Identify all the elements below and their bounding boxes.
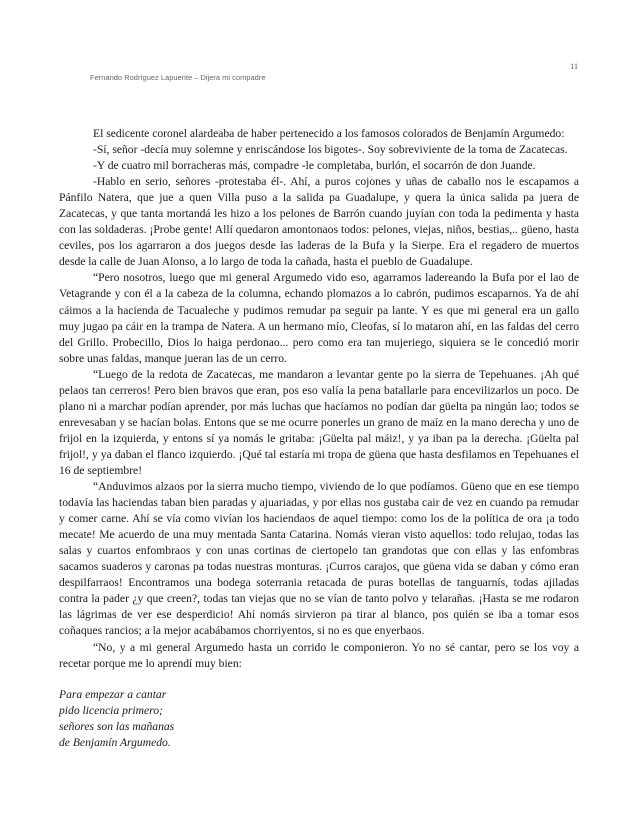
- paragraph: -Y de cuatro mil borracheras más, compadre -le completaba, burlón, el socarrón de don Juande.: [93, 159, 536, 173]
- verse-line: de Benjamín Argumedo.: [59, 736, 171, 750]
- paragraph: -Hablo en serio, señores -protestaba él-. Ahí, a puros cojones y uñas de caballo nos le escapamos a Pánfilo Natera, que jue a quen Villa puso a la salida pa Guadalupe, y quera la única salida pa juera de Zacatecas, y que tanta mortandá les hizo a los pelones de Barrón cuando juyían con toda la pedimenta y hasta con las soldaderas. ¡Probe gente! Allí quedaron amontonaos todos: pelones, viejas, niños, bestias,.. güeno, hasta ceviles, pos los agarraron a dos juegos desde las laderas de la Bufa y la Sierpe. Era el regadero de muertos desde la calle de Juan Alonso, a lo largo de toda la cañada, hasta el pueblo de Guadalupe.: [59, 175, 579, 269]
- paragraph: “Anduvimos alzaos por la sierra mucho tiempo, viviendo de lo que podíamos. Güeno que en ese tiempo todavía las haciendas taban bien paradas y ajuariadas, y por ellas nos gustaba cair de vez en cuando pa remudar y comer carne. Ahí se vía como vivían los haciendaos de aquel tiempo: como los de la política de ora ¡a todo mecate! Me acuerdo de una muy mentada Santa Catarina. Nomás vieran visto aquellos: todo relujao, todas las salas y cuartos enfombraos y con unas cortinas de ciertopelo tan grandotas que con ellas y las enfombras sacamos suaderos y caronas pa todas nuestras monturas. ¡Curros carajos, que güena vida se daban y cómo eran despilfarraos! Encontramos una bodega soterrania retacada de puras botellas de tanguarnís, todas ajiladas contra la pader ¿y que creen?, todas tan viejas que no se vían de tanto polvo y telarañas. ¡Hasta se me rodaron las lágrimas de ver ese desperdicio! Ahí nomás sirvieron pa tirar al blanco, pos quién se iba a tomar esos coñaques rancios; a la mejor acabábamos chorriyentos, si no es que enyerbaos.: [59, 480, 579, 638]
- paragraph: “Luego de la redota de Zacatecas, me mandaron a levantar gente po la sierra de Tepehuanes. ¡Ah qué pelaos tan cerreros! Pero bien bravos que eran, pos eso valía la pena batallarle para encevilizarlos un poco. De plano ni a marchar podían aprender, por más luchas que hacíamos no podían dar güelta pa ningún lao; todos se enrevesaban y se hacían bolas. Entons que se me ocurre ponerles un grano de maíz en la mano derecha y uno de frijol en la izquierda, y entons sí ya nomás le gritaba: ¡Güelta pal máiz!, y ya iban pa la derecha. ¡Güelta pal frijol!, y ya daban el flanco izquierdo. ¡Qué tal estaría mi tropa de güena que hasta desfilamos en Tepehuanes el 16 de septiembre!: [59, 367, 579, 477]
- paragraph: El sedicente coronel alardeaba de haber pertenecido a los famosos colorados de Benjamín Argumedo:: [93, 127, 565, 140]
- page-number: 11: [570, 62, 578, 71]
- verse-line: pido licencia primero;: [59, 704, 163, 718]
- verse-line: Para empezar a cantar: [59, 688, 167, 701]
- paragraph: “Pero nosotros, luego que mi general Argumedo vido eso, agarramos ladereando la Bufa por el lao de Vetagrande y con él a la cabeza de la columna, echando plomazos a lo cabrón, pudimos escaparnos. Ya de ahí cáimos a la hacienda de Tacualeche y pudimos remudar pa seguir pa lante. Y es que mi general era un gallo muy jugao pa cáir en la trampa de Natera. A un hermano mío, Cleofas, sí lo mataron ahí, en las faldas del cerro del Grillo. Probecillo, Dios lo haiga perdonao... pero como era tan mujeriego, siquiera se le concedió morir sobre unas faldas, manque jueran las de un cerro.: [59, 271, 579, 365]
- paragraph: “No, y a mi general Argumedo hasta un corrido le componieron. Yo no sé cantar, pero se los voy a recetar porque me lo aprendí muy bien:: [59, 640, 579, 670]
- verse-line: señores son las mañanas: [59, 720, 175, 734]
- body-text: [59, 126, 579, 672]
- running-header: Fernando Rodríguez Lapuente – Dijera mi compadre: [90, 73, 266, 82]
- verse-block: [59, 687, 359, 751]
- paragraph: -Sí, señor -decía muy solemne y enriscándose los bigotes-. Soy sobreviviente de la toma de Zacatecas.: [93, 143, 568, 157]
